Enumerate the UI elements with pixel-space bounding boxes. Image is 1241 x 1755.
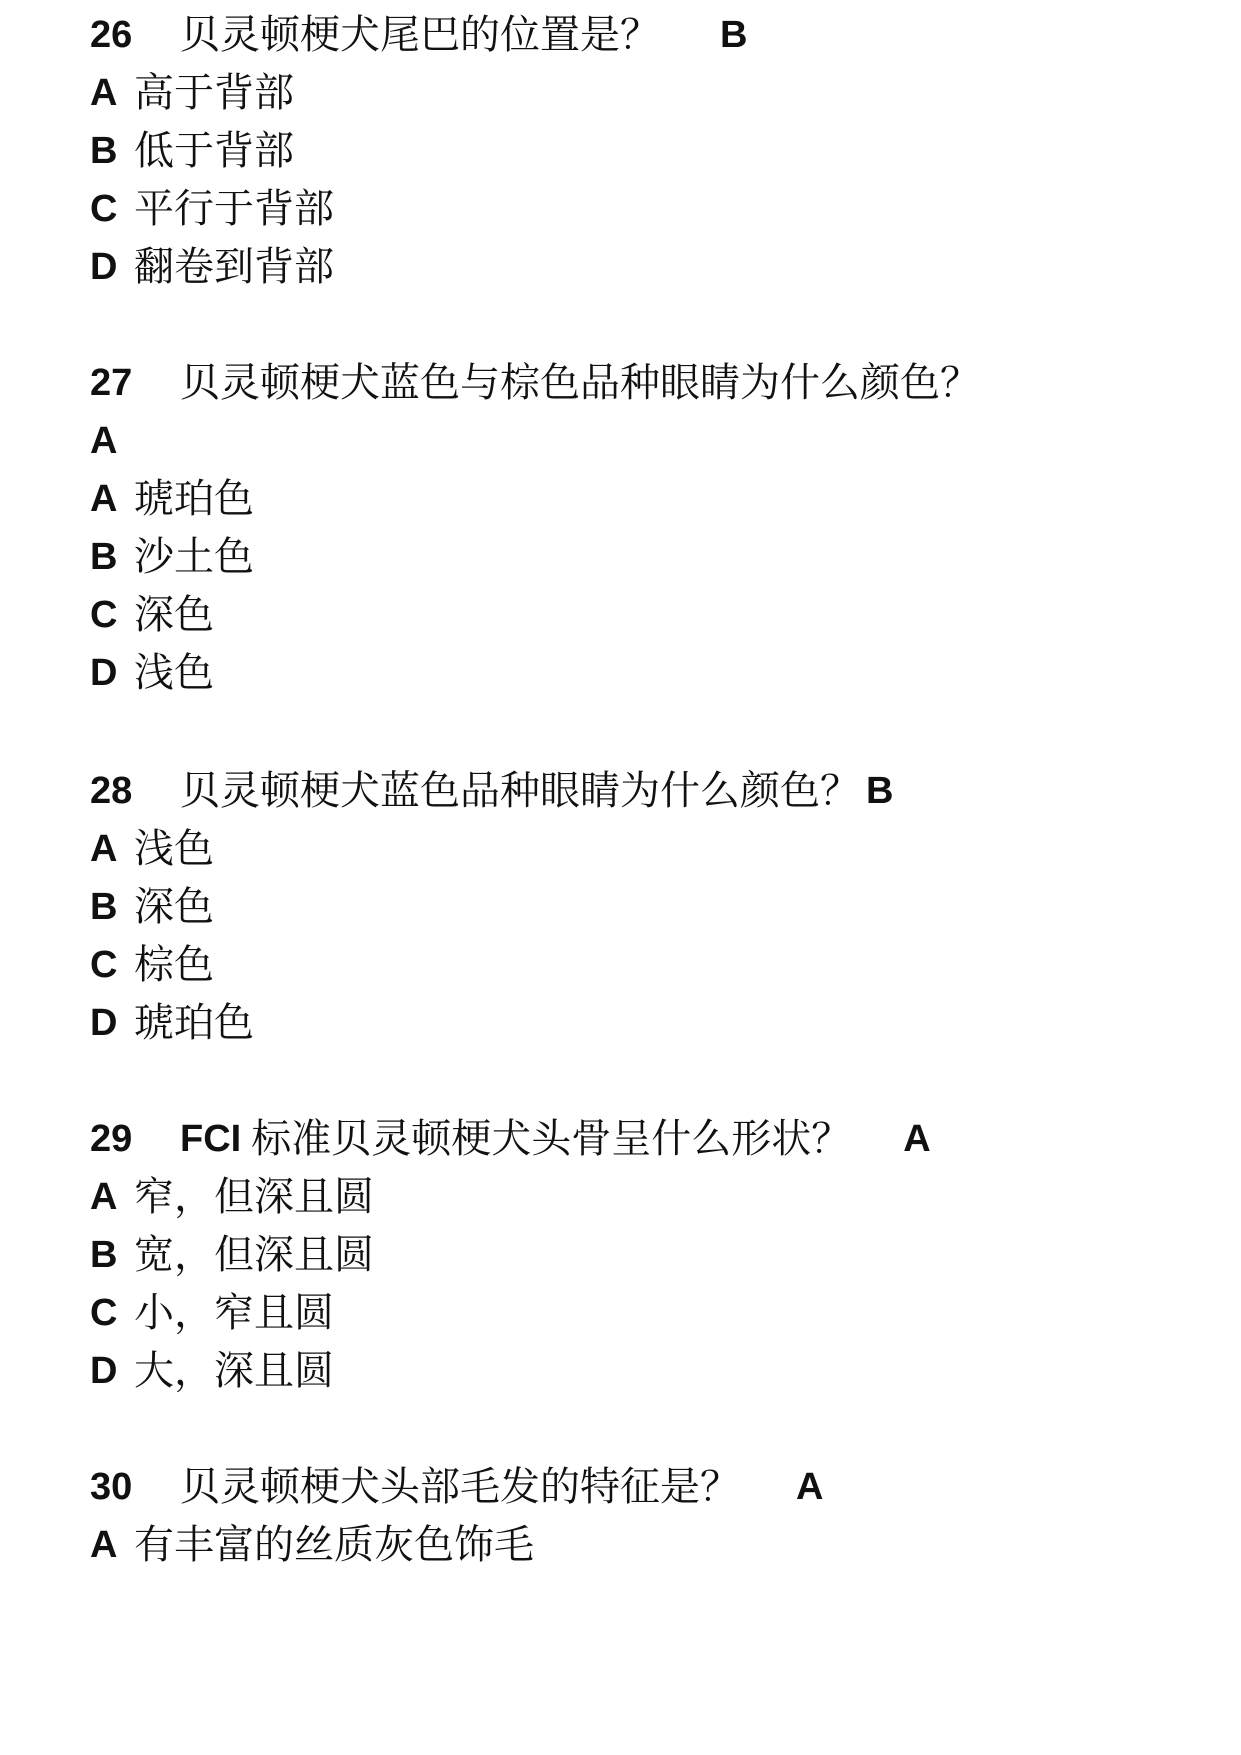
option-letter: C <box>90 594 118 636</box>
question-30 <box>90 1456 823 1518</box>
option-text: 低于背部 <box>134 128 294 174</box>
option-b <box>90 120 294 182</box>
option-letter: B <box>90 1234 118 1276</box>
option-text: 琥珀色 <box>134 476 254 522</box>
option-text: 翻卷到背部 <box>134 244 334 290</box>
option-c <box>90 178 334 240</box>
option-text: 浅色 <box>134 826 214 872</box>
option-text: 平行于背部 <box>134 186 334 232</box>
option-text: 高于背部 <box>134 70 294 116</box>
option-a <box>90 468 254 530</box>
option-letter: D <box>90 1002 118 1044</box>
question-number: 29 <box>90 1118 133 1160</box>
option-text: 沙土色 <box>134 534 254 580</box>
question-text: 贝灵顿梗犬蓝色与棕色品种眼睛为什么颜色？ <box>180 360 980 406</box>
question-prefix: FCI <box>180 1118 242 1160</box>
option-letter: B <box>90 130 118 172</box>
question-28 <box>90 760 893 822</box>
option-d <box>90 1340 334 1402</box>
question-text: 贝灵顿梗犬尾巴的位置是？ <box>180 12 660 58</box>
option-letter: A <box>90 1524 118 1566</box>
option-letter: B <box>90 886 118 928</box>
question-number: 28 <box>90 770 133 812</box>
option-a <box>90 62 294 124</box>
option-letter: A <box>90 1176 118 1218</box>
answer-key: B <box>720 14 748 56</box>
question-text: 贝灵顿梗犬头部毛发的特征是？ <box>180 1464 740 1510</box>
option-c <box>90 1282 334 1344</box>
option-text: 宽，但深且圆 <box>134 1232 374 1278</box>
option-a <box>90 1166 374 1228</box>
option-text: 窄，但深且圆 <box>134 1174 374 1220</box>
option-text: 棕色 <box>134 942 214 988</box>
option-b <box>90 876 214 938</box>
question-27 <box>90 352 980 414</box>
answer-key: A <box>903 1118 931 1160</box>
option-letter: B <box>90 536 118 578</box>
question-number: 27 <box>90 362 133 404</box>
option-letter: D <box>90 652 118 694</box>
answer-key: B <box>866 770 894 812</box>
option-letter: A <box>90 72 118 114</box>
question-number: 26 <box>90 14 133 56</box>
option-letter: C <box>90 1292 118 1334</box>
answer-key: A <box>796 1466 824 1508</box>
answer-line <box>90 410 117 472</box>
option-d <box>90 642 214 704</box>
option-text: 浅色 <box>134 650 214 696</box>
question-number: 30 <box>90 1466 133 1508</box>
option-b <box>90 526 254 588</box>
answer-key: A <box>90 420 118 462</box>
option-text: 小，窄且圆 <box>134 1290 334 1336</box>
option-letter: D <box>90 1350 118 1392</box>
option-letter: A <box>90 478 118 520</box>
option-d <box>90 992 254 1054</box>
option-a <box>90 1514 534 1576</box>
option-c <box>90 584 214 646</box>
question-29 <box>90 1108 931 1170</box>
option-d <box>90 236 334 298</box>
question-text: 贝灵顿梗犬蓝色品种眼睛为什么颜色？ <box>180 768 860 814</box>
option-text: 深色 <box>134 592 214 638</box>
option-c <box>90 934 214 996</box>
option-letter: D <box>90 246 118 288</box>
question-text: 标准贝灵顿梗犬头骨呈什么形状？ <box>251 1116 852 1162</box>
option-a <box>90 818 214 880</box>
option-text: 有丰富的丝质灰色饰毛 <box>134 1522 534 1568</box>
option-text: 大，深且圆 <box>134 1348 334 1394</box>
option-letter: C <box>90 944 118 986</box>
option-b <box>90 1224 374 1286</box>
option-text: 深色 <box>134 884 214 930</box>
question-26 <box>90 4 747 66</box>
option-letter: A <box>90 828 118 870</box>
option-text: 琥珀色 <box>134 1000 254 1046</box>
option-letter: C <box>90 188 118 230</box>
